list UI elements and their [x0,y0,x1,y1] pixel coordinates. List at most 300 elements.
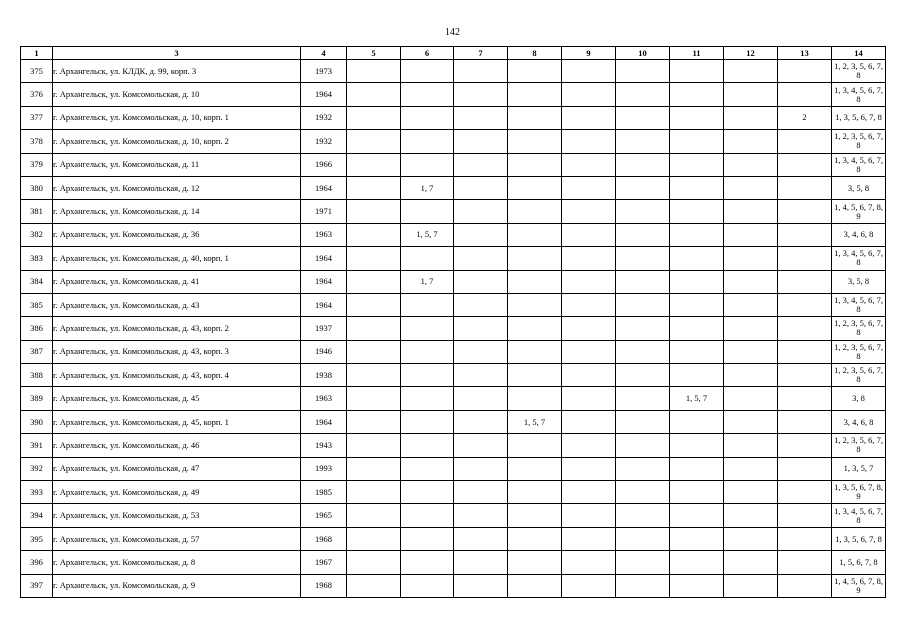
cell-col-12 [724,481,778,504]
row-number: 387 [21,340,53,363]
col-header-8: 8 [508,47,562,60]
row-number: 384 [21,270,53,293]
cell-col-7 [454,270,508,293]
cell-col-6 [401,457,454,480]
cell-col-7 [454,457,508,480]
build-year: 1938 [301,364,347,387]
col-header-1: 1 [21,47,53,60]
row-number: 383 [21,247,53,270]
cell-col-7 [454,410,508,433]
cell-col-12 [724,223,778,246]
cell-col-14: 1, 3, 4, 5, 6, 7, 8 [832,504,886,527]
cell-col-13 [778,247,832,270]
cell-col-7 [454,387,508,410]
cell-col-8 [508,223,562,246]
cell-col-8 [508,200,562,223]
building-address: г. Архангельск, ул. Комсомольская, д. 49 [53,481,301,504]
cell-col-8 [508,364,562,387]
cell-col-9 [562,527,616,550]
build-year: 1966 [301,153,347,176]
building-address: г. Архангельск, ул. Комсомольская, д. 46 [53,434,301,457]
build-year: 1937 [301,317,347,340]
cell-col-6 [401,434,454,457]
build-year: 1965 [301,504,347,527]
cell-col-10 [616,130,670,153]
cell-col-12 [724,387,778,410]
cell-col-10 [616,106,670,129]
cell-col-7 [454,176,508,199]
cell-col-8 [508,551,562,574]
cell-col-6 [401,106,454,129]
cell-col-11 [670,83,724,106]
table-row [21,130,886,153]
build-year: 1968 [301,574,347,597]
cell-col-6 [401,481,454,504]
table-row [21,176,886,199]
cell-col-6 [401,293,454,316]
table-row [21,387,886,410]
cell-col-6 [401,200,454,223]
cell-col-9 [562,153,616,176]
cell-col-10 [616,574,670,597]
cell-col-10 [616,364,670,387]
row-number: 382 [21,223,53,246]
cell-col-7 [454,527,508,550]
cell-col-13 [778,481,832,504]
building-address: г. Архангельск, ул. Комсомольская, д. 45 [53,387,301,410]
cell-col-12 [724,130,778,153]
cell-col-6: 1, 5, 7 [401,223,454,246]
row-number: 380 [21,176,53,199]
cell-col-12 [724,270,778,293]
cell-col-11 [670,60,724,83]
cell-col-11 [670,200,724,223]
cell-col-7 [454,223,508,246]
cell-col-9 [562,60,616,83]
cell-col-9 [562,574,616,597]
cell-col-14: 1, 3, 4, 5, 6, 7, 8 [832,293,886,316]
cell-col-7 [454,551,508,574]
cell-col-10 [616,457,670,480]
cell-col-5 [347,83,401,106]
cell-col-9 [562,340,616,363]
cell-col-9 [562,504,616,527]
cell-col-13 [778,293,832,316]
header-row [21,47,886,60]
cell-col-5 [347,200,401,223]
cell-col-10 [616,340,670,363]
cell-col-13 [778,317,832,340]
cell-col-9 [562,270,616,293]
cell-col-7 [454,293,508,316]
table-header [21,47,886,60]
cell-col-14: 1, 3, 5, 6, 7, 8 [832,106,886,129]
col-header-6: 6 [401,47,454,60]
cell-col-9 [562,481,616,504]
cell-col-10 [616,551,670,574]
cell-col-8 [508,176,562,199]
cell-col-11 [670,410,724,433]
cell-col-10 [616,387,670,410]
cell-col-12 [724,247,778,270]
cell-col-8 [508,130,562,153]
cell-col-10 [616,223,670,246]
table-row [21,410,886,433]
table-row [21,153,886,176]
cell-col-10 [616,83,670,106]
cell-col-11 [670,481,724,504]
cell-col-8 [508,481,562,504]
cell-col-10 [616,504,670,527]
cell-col-14: 1, 2, 3, 5, 6, 7, 8 [832,130,886,153]
cell-col-12 [724,457,778,480]
row-number: 375 [21,60,53,83]
building-address: г. Архангельск, ул. Комсомольская, д. 41 [53,270,301,293]
row-number: 378 [21,130,53,153]
cell-col-13 [778,434,832,457]
cell-col-13 [778,410,832,433]
building-address: г. Архангельск, ул. Комсомольская, д. 10, корп. 1 [53,106,301,129]
cell-col-10 [616,153,670,176]
cell-col-12 [724,83,778,106]
building-address: г. Архангельск, ул. Комсомольская, д. 53 [53,504,301,527]
cell-col-7 [454,247,508,270]
cell-col-8 [508,387,562,410]
cell-col-8 [508,293,562,316]
build-year: 1932 [301,106,347,129]
cell-col-11 [670,106,724,129]
cell-col-10 [616,317,670,340]
build-year: 1964 [301,270,347,293]
cell-col-14: 1, 3, 5, 6, 7, 8, 9 [832,481,886,504]
cell-col-12 [724,434,778,457]
row-number: 377 [21,106,53,129]
cell-col-10 [616,293,670,316]
build-year: 1963 [301,223,347,246]
col-header-13: 13 [778,47,832,60]
cell-col-9 [562,247,616,270]
cell-col-5 [347,247,401,270]
table-body [21,60,886,598]
building-address: г. Архангельск, ул. Комсомольская, д. 12 [53,176,301,199]
cell-col-10 [616,270,670,293]
cell-col-9 [562,364,616,387]
cell-col-7 [454,130,508,153]
cell-col-9 [562,176,616,199]
cell-col-5 [347,410,401,433]
cell-col-13 [778,551,832,574]
cell-col-12 [724,527,778,550]
building-address: г. Архангельск, ул. Комсомольская, д. 43, корп. 4 [53,364,301,387]
cell-col-9 [562,223,616,246]
row-number: 390 [21,410,53,433]
cell-col-5 [347,130,401,153]
build-year: 1932 [301,130,347,153]
cell-col-5 [347,504,401,527]
build-year: 1964 [301,83,347,106]
cell-col-9 [562,317,616,340]
cell-col-6 [401,83,454,106]
table-row [21,270,886,293]
cell-col-12 [724,574,778,597]
cell-col-11 [670,223,724,246]
building-address: г. Архангельск, ул. Комсомольская, д. 43 [53,293,301,316]
cell-col-12 [724,340,778,363]
cell-col-7 [454,317,508,340]
cell-col-5 [347,153,401,176]
cell-col-8 [508,106,562,129]
cell-col-12 [724,317,778,340]
cell-col-12 [724,153,778,176]
cell-col-10 [616,200,670,223]
cell-col-6 [401,130,454,153]
row-number: 391 [21,434,53,457]
table-row [21,247,886,270]
cell-col-13 [778,200,832,223]
cell-col-7 [454,504,508,527]
cell-col-5 [347,551,401,574]
cell-col-6 [401,574,454,597]
building-address: г. Архангельск, ул. Комсомольская, д. 47 [53,457,301,480]
cell-col-5 [347,457,401,480]
cell-col-6 [401,153,454,176]
cell-col-13 [778,504,832,527]
table-row [21,106,886,129]
table-row [21,83,886,106]
row-number: 397 [21,574,53,597]
table-row [21,293,886,316]
cell-col-9 [562,410,616,433]
cell-col-8 [508,247,562,270]
table-row [21,457,886,480]
cell-col-12 [724,60,778,83]
col-header-7: 7 [454,47,508,60]
build-year: 1968 [301,527,347,550]
building-address: г. Архангельск, ул. Комсомольская, д. 57 [53,527,301,550]
cell-col-13 [778,60,832,83]
cell-col-8 [508,270,562,293]
cell-col-14: 3, 4, 6, 8 [832,410,886,433]
cell-col-5 [347,574,401,597]
cell-col-8 [508,340,562,363]
table-row [21,223,886,246]
cell-col-5 [347,270,401,293]
cell-col-7 [454,106,508,129]
row-number: 389 [21,387,53,410]
table-row [21,317,886,340]
cell-col-12 [724,200,778,223]
cell-col-6 [401,364,454,387]
page-number: 142 [445,27,460,38]
building-address: г. Архангельск, ул. Комсомольская, д. 45, корп. 1 [53,410,301,433]
cell-col-7 [454,364,508,387]
table-row [21,481,886,504]
cell-col-11 [670,270,724,293]
cell-col-13 [778,457,832,480]
cell-col-7 [454,434,508,457]
cell-col-7 [454,574,508,597]
building-address: г. Архангельск, ул. Комсомольская, д. 36 [53,223,301,246]
cell-col-10 [616,176,670,199]
cell-col-13: 2 [778,106,832,129]
cell-col-14: 1, 5, 6, 7, 8 [832,551,886,574]
col-header-11: 11 [670,47,724,60]
cell-col-13 [778,270,832,293]
build-year: 1943 [301,434,347,457]
cell-col-5 [347,176,401,199]
cell-col-8 [508,574,562,597]
cell-col-9 [562,293,616,316]
cell-col-5 [347,60,401,83]
cell-col-9 [562,434,616,457]
cell-col-13 [778,83,832,106]
building-address: г. Архангельск, ул. Комсомольская, д. 43, корп. 2 [53,317,301,340]
cell-col-14: 1, 2, 3, 5, 6, 7, 8 [832,364,886,387]
cell-col-6 [401,504,454,527]
row-number: 379 [21,153,53,176]
row-number: 395 [21,527,53,550]
cell-col-14: 3, 8 [832,387,886,410]
cell-col-5 [347,106,401,129]
cell-col-13 [778,387,832,410]
cell-col-11 [670,364,724,387]
cell-col-14: 1, 3, 4, 5, 6, 7, 8 [832,247,886,270]
cell-col-8 [508,527,562,550]
cell-col-11 [670,340,724,363]
cell-col-6: 1, 7 [401,270,454,293]
cell-col-9 [562,387,616,410]
building-address: г. Архангельск, ул. КЛДК, д. 99, корп. 3 [53,60,301,83]
cell-col-9 [562,551,616,574]
cell-col-9 [562,83,616,106]
cell-col-10 [616,410,670,433]
cell-col-6 [401,551,454,574]
build-year: 1964 [301,410,347,433]
build-year: 1985 [301,481,347,504]
cell-col-6 [401,247,454,270]
table-row [21,504,886,527]
cell-col-5 [347,223,401,246]
build-year: 1964 [301,293,347,316]
row-number: 396 [21,551,53,574]
cell-col-11 [670,457,724,480]
cell-col-5 [347,481,401,504]
cell-col-7 [454,60,508,83]
cell-col-10 [616,481,670,504]
cell-col-7 [454,83,508,106]
row-number: 388 [21,364,53,387]
cell-col-7 [454,153,508,176]
table-row [21,574,886,597]
row-number: 386 [21,317,53,340]
cell-col-9 [562,106,616,129]
cell-col-10 [616,60,670,83]
cell-col-9 [562,457,616,480]
cell-col-11 [670,247,724,270]
cell-col-8 [508,504,562,527]
cell-col-9 [562,130,616,153]
cell-col-14: 1, 4, 5, 6, 7, 8, 9 [832,200,886,223]
cell-col-6: 1, 7 [401,176,454,199]
cell-col-14: 1, 3, 4, 5, 6, 7, 8 [832,153,886,176]
cell-col-13 [778,527,832,550]
cell-col-10 [616,527,670,550]
building-address: г. Архангельск, ул. Комсомольская, д. 9 [53,574,301,597]
cell-col-6 [401,340,454,363]
col-header-10: 10 [616,47,670,60]
cell-col-14: 1, 2, 3, 5, 6, 7, 8 [832,60,886,83]
cell-col-7 [454,481,508,504]
cell-col-5 [347,364,401,387]
cell-col-12 [724,551,778,574]
cell-col-12 [724,106,778,129]
build-year: 1993 [301,457,347,480]
cell-col-7 [454,340,508,363]
cell-col-13 [778,340,832,363]
cell-col-7 [454,200,508,223]
table-row [21,551,886,574]
cell-col-8 [508,153,562,176]
cell-col-5 [347,434,401,457]
cell-col-5 [347,527,401,550]
cell-col-6 [401,60,454,83]
build-year: 1946 [301,340,347,363]
cell-col-8: 1, 5, 7 [508,410,562,433]
building-address: г. Архангельск, ул. Комсомольская, д. 14 [53,200,301,223]
cell-col-5 [347,293,401,316]
cell-col-13 [778,153,832,176]
build-year: 1973 [301,60,347,83]
building-address: г. Архангельск, ул. Комсомольская, д. 10 [53,83,301,106]
row-number: 385 [21,293,53,316]
cell-col-14: 3, 5, 8 [832,176,886,199]
cell-col-12 [724,293,778,316]
cell-col-11: 1, 5, 7 [670,387,724,410]
cell-col-11 [670,551,724,574]
cell-col-12 [724,504,778,527]
build-year: 1967 [301,551,347,574]
cell-col-5 [347,317,401,340]
row-number: 394 [21,504,53,527]
cell-col-9 [562,200,616,223]
col-header-3: 3 [53,47,301,60]
row-number: 393 [21,481,53,504]
col-header-9: 9 [562,47,616,60]
cell-col-13 [778,176,832,199]
cell-col-8 [508,434,562,457]
cell-col-14: 1, 2, 3, 5, 6, 7, 8 [832,317,886,340]
cell-col-6 [401,410,454,433]
cell-col-11 [670,574,724,597]
build-year: 1964 [301,247,347,270]
cell-col-14: 1, 3, 4, 5, 6, 7, 8 [832,83,886,106]
cell-col-11 [670,153,724,176]
row-number: 381 [21,200,53,223]
cell-col-6 [401,317,454,340]
cell-col-14: 1, 2, 3, 5, 6, 7, 8 [832,434,886,457]
building-address: г. Архангельск, ул. Комсомольская, д. 43, корп. 3 [53,340,301,363]
cell-col-8 [508,83,562,106]
cell-col-8 [508,317,562,340]
cell-col-11 [670,293,724,316]
table-row [21,434,886,457]
cell-col-13 [778,130,832,153]
cell-col-14: 1, 3, 5, 6, 7, 8 [832,527,886,550]
building-address: г. Архангельск, ул. Комсомольская, д. 8 [53,551,301,574]
cell-col-14: 3, 4, 6, 8 [832,223,886,246]
row-number: 376 [21,83,53,106]
col-header-12: 12 [724,47,778,60]
